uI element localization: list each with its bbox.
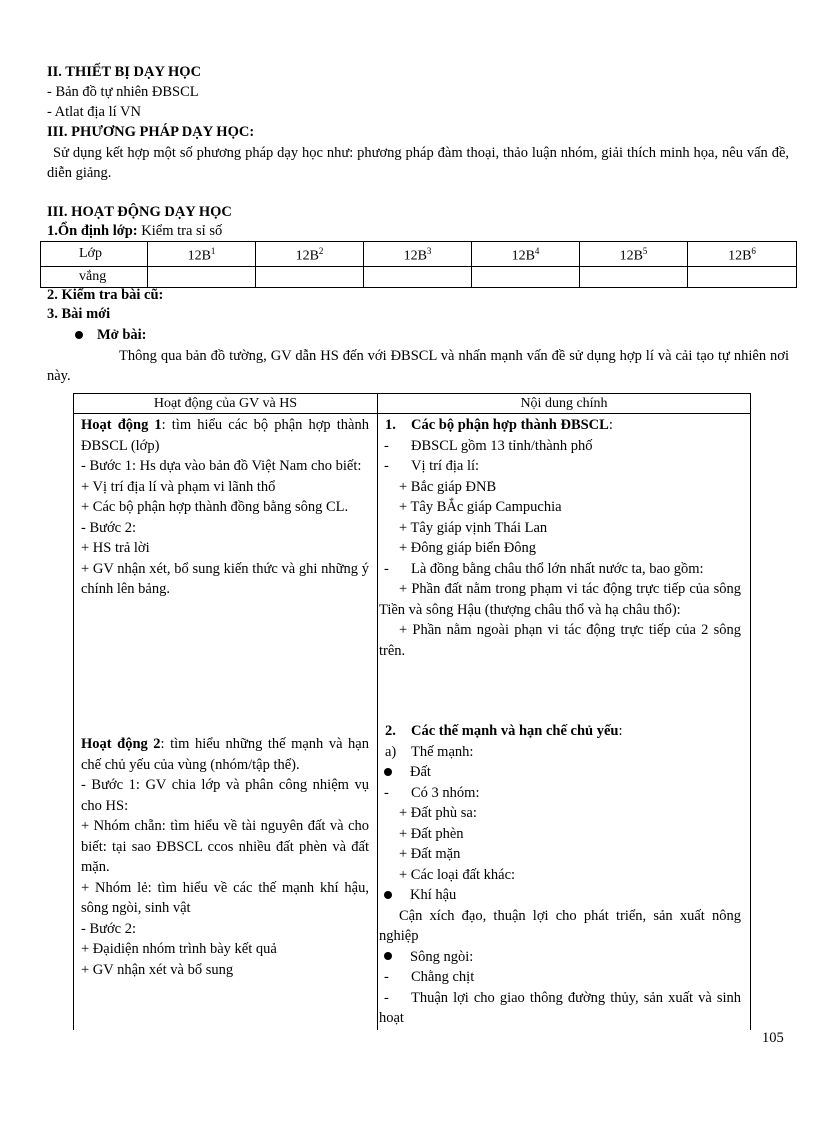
attendance-class-cell: $12B^5$ — [580, 242, 688, 267]
activity-2-line: + Nhóm chẵn: tìm hiểu về tài nguyên đất và cho biết: tại sao ĐBSCL ccos nhiều đất phèn và đất mặn. — [81, 818, 369, 875]
content-1-item: + Phần đất nằm trong phạm vi tác động trực tiếp của sông Tiền và sông Hậu (thượng châu thổ và hạ châu thổ): — [379, 581, 741, 618]
activity-1-title: Hoạt động 1 — [81, 417, 162, 433]
content-1-item: + Tây giáp vịnh Thái Lan — [399, 519, 548, 536]
attendance-row-label: Lớp — [41, 242, 148, 267]
stabilize-text: Kiểm tra sỉ số — [137, 223, 223, 239]
content-1-item: + Bắc giáp ĐNB — [399, 478, 497, 495]
activity-2 — [81, 734, 369, 980]
content-2-item: + Đất mặn — [399, 846, 461, 862]
attendance-absent-cell — [472, 266, 580, 287]
attendance-class-cell: $12B^4$ — [472, 242, 580, 267]
activity-1-line: + Vị trí địa lí và phạm vi lãnh thổ — [81, 478, 276, 495]
attendance-class-cell: $12B^2$ — [256, 242, 364, 267]
content-1: 1. Các bộ phận hợp thành ĐBSCL: - ĐBSCL gồm 13 tỉnh/thành phố - Vị trí địa lí: + Bắc giáp ĐNB + Tây BẮc giáp Campuchia + Tây giáp vịnh Thái Lan + Đông giáp biển Đông - Là đồng bằng châu thổ lớn nhất nước ta, bao gồm: + Phần đất nằm trong phạm vi tác động trực tiếp của sông Tiền và sông Hậu (thượng châu thổ và hạ châu thổ): + Phần nằm ngoài phạn vi tác động trực tiếp của 2 sông trên. — [379, 415, 741, 661]
attendance-absent-cell — [256, 266, 364, 287]
activity-1-title-rest: : tìm hiểu các bộ phận hợp thành ĐBSCL (lớp) — [81, 417, 369, 454]
content-1-heading: Các bộ phận hợp thành ĐBSCL — [411, 417, 609, 433]
attendance-table — [40, 241, 797, 288]
attendance-row-class — [41, 242, 797, 267]
content-2-item: Có 3 nhóm: — [411, 784, 480, 801]
content-1-item: Vị trí địa lí: — [411, 458, 480, 474]
content-2-item: Sông ngòi: — [410, 948, 474, 965]
attendance-absent-cell — [148, 266, 256, 287]
activity-2-title-rest: : tìm hiểu những thế mạnh và hạn chế chủ yếu của vùng (nhóm/tập thể). — [81, 736, 369, 773]
col-header-content: Nội dung chính — [520, 396, 608, 411]
intro-label-line — [75, 326, 147, 344]
content-1-item: ĐBSCL gồm 13 tỉnh/thành phố — [411, 437, 593, 454]
equipment-item-atlas: - Atlat địa lí VN — [47, 104, 141, 120]
attendance-absent-cell — [688, 266, 797, 287]
bullet-icon — [384, 768, 392, 776]
activity-1-line: - Bước 2: — [81, 519, 136, 536]
methods-heading: III. PHƯƠNG PHÁP DẠY HỌC: — [47, 124, 255, 140]
activity-1-line: + Các bộ phận hợp thành đồng bằng sông CL. — [81, 499, 349, 515]
bullet-icon — [384, 891, 392, 899]
col-header-activities: Hoạt động của GV và HS — [153, 396, 298, 411]
attendance-class-cell: $12B^3$ — [364, 242, 472, 267]
attendance-absent-cell — [364, 266, 472, 287]
stabilize-label: 1.Ổn định lớp: — [47, 223, 138, 239]
attendance-row-label: vắng — [41, 266, 148, 287]
activities-heading: III. HOẠT ĐỘNG DẠY HỌC — [47, 204, 232, 220]
content-2-item: Cận xích đạo, thuận lợi cho phát triển, sản xuất nông nghiệp — [379, 907, 741, 944]
activity-1-line: + HS trả lời — [81, 540, 150, 556]
intro-paragraph: Thông qua bản đồ tường, GV dẫn HS đến với ĐBSCL và nhấn mạnh vấn đề sử dụng hợp lí và cải tạo tự nhiên nơi này. — [47, 348, 789, 384]
attendance-row-absent — [41, 266, 797, 287]
content-2-item: + Đất phù sa: — [399, 805, 477, 821]
content-2-item: Thế mạnh: — [411, 743, 474, 760]
stabilize-line — [47, 222, 222, 240]
page-number: 105 — [762, 1030, 784, 1046]
lesson-table — [73, 393, 751, 1030]
check-old-heading: 2. Kiểm tra bài cũ: — [47, 287, 164, 303]
content-2-item: + Đất phèn — [399, 825, 464, 842]
activity-1-line: - Bước 1: Hs dựa vào bản đồ Việt Nam cho biết: — [81, 458, 362, 474]
bullet-icon — [75, 331, 83, 339]
activity-2-line: + GV nhận xét và bổ sung — [81, 961, 234, 978]
attendance-absent-cell — [580, 266, 688, 287]
content-1-item: + Tây BẮc giáp Campuchia — [399, 499, 562, 515]
content-2: 2. Các thế mạnh và hạn chế chủ yếu: a) Thế mạnh: Đất - Có 3 nhóm: + Đất phù sa: + Đất phèn + Đất mặn + Các loại đất khác: Khí hậu Cận xích đạo, thuận lợi cho phát triển, sản xuất nông nghiệp Sông ngòi: - Chằng chịt - Thuận lợi cho giao thông đường thủy, sản xuất và sinh hoạt — [379, 723, 741, 1026]
activity-1 — [81, 415, 369, 600]
attendance-class-cell: $12B^6$ — [688, 242, 797, 267]
intro-label: Mở bài: — [97, 327, 147, 343]
equipment-item-map: - Bản đồ tự nhiên ĐBSCL — [47, 84, 199, 100]
activity-2-line: + Đạidiện nhóm trình bày kết quả — [81, 941, 277, 957]
content-2-item: + Các loại đất khác: — [399, 866, 516, 883]
activity-2-title: Hoạt động 2 — [81, 736, 161, 752]
methods-paragraph: Sử dụng kết hợp một số phương pháp dạy học như: phương pháp đàm thoại, thảo luận nhóm, giải thích minh họa, nêu vấn đề, diễn giảng. — [47, 145, 789, 181]
activity-1-line: + GV nhận xét, bổ sung kiến thức và ghi những ý chính lên bảng. — [81, 560, 369, 597]
content-2-item: Khí hậu — [410, 887, 457, 903]
content-2-heading: Các thế mạnh và hạn chế chủ yếu — [411, 723, 619, 739]
new-lesson-heading: 3. Bài mới — [47, 306, 111, 322]
activity-2-line: - Bước 1: GV chia lớp và phân công nhiệm vụ cho HS: — [81, 777, 369, 814]
content-1-item: Là đồng bằng châu thổ lớn nhất nước ta, bao gồm: — [411, 560, 704, 577]
content-2-item: Đất — [410, 764, 431, 780]
activity-2-line: + Nhóm lẻ: tìm hiểu về các thế mạnh khí hậu, sông ngòi, sinh vật — [81, 879, 369, 916]
equipment-heading: II. THIẾT BỊ DẠY HỌC — [47, 64, 202, 80]
content-1-item: + Phần nằm ngoài phạn vi tác động trực tiếp của 2 sông trên. — [379, 622, 741, 659]
attendance-class-cell: $12B^1$ — [148, 242, 256, 267]
activity-2-line: - Bước 2: — [81, 920, 136, 937]
content-1-item: + Đông giáp biển Đông — [399, 540, 537, 556]
bullet-icon — [384, 952, 392, 960]
content-2-item: Thuận lợi cho giao thông đường thủy, sản xuất và sinh hoạt — [379, 989, 741, 1026]
content-2-item: Chằng chịt — [411, 969, 475, 985]
